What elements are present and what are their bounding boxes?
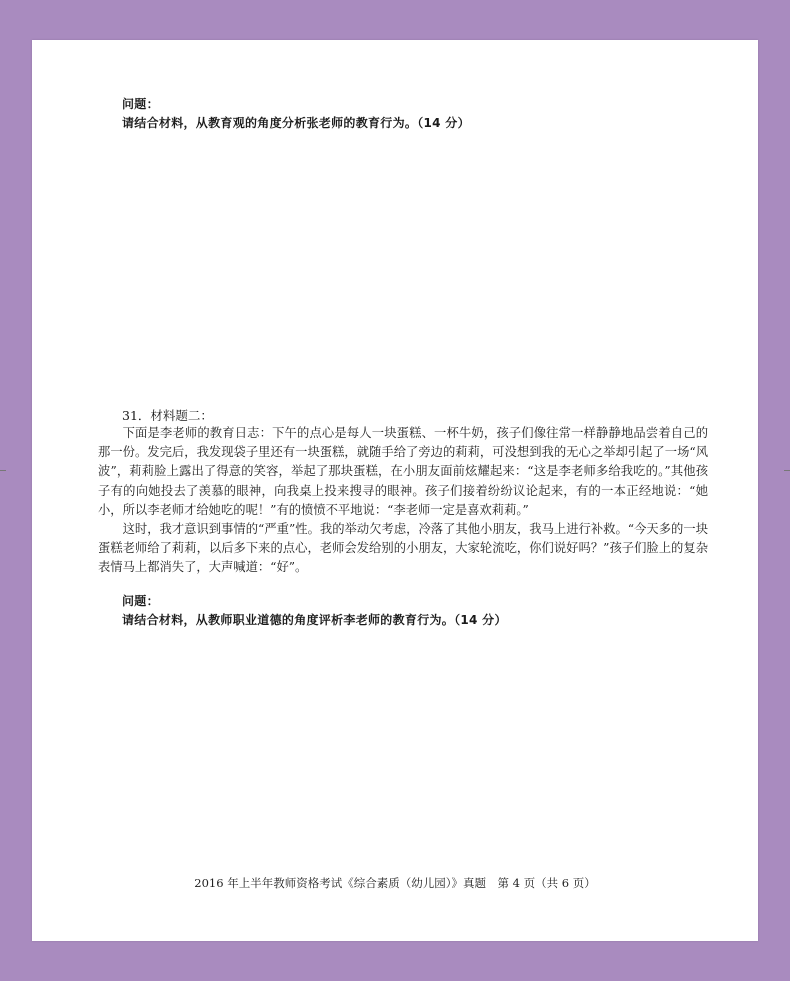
exam-page <box>32 40 758 941</box>
question-31-title: 31．材料题二： <box>122 408 213 423</box>
passage-paragraph-1: 下面是李老师的教育日志：下午的点心是每人一块蛋糕、一杯牛奶，孩子们像往常一样静静地品尝着自己的那一份。发完后，我发现袋子里还有一块蛋糕，就随手给了旁边的莉莉，可没想到我的无心之举却引起了一场“风波”，莉莉脸上露出了得意的笑容，举起了那块蛋糕，在小朋友面前炫耀起来：“这是李老师多给我吃的。”其他孩子有的向她投去了羡慕的眼神，向我桌上投来搜寻的眼神。孩子们接着纷纷议论起来，有的一本正经地说：“她小，所以李老师才给她吃的呢！”有的愤愤不平地说：“李老师一定是喜欢莉莉。” <box>98 426 708 517</box>
passage-paragraph-2: 这时，我才意识到事情的“严重”性。我的举动欠考虑，冷落了其他小朋友，我马上进行补救。“今天多的一块蛋糕老师给了莉莉，以后多下来的点心，老师会发给别的小朋友，大家轮流吃，你们说好吗？”孩子们脸上的复杂表情马上都消失了，大声喊道：“好”。 <box>98 522 708 575</box>
question-prompt: 请结合材料，从教育观的角度分析张老师的教育行为。（14 分） <box>122 116 470 130</box>
right-edge-mark <box>784 470 790 471</box>
left-edge-mark <box>0 470 6 471</box>
question-label: 问题： <box>122 97 159 111</box>
question-31-prompt: 请结合材料，从教师职业道德的角度评析李老师的教育行为。（14 分） <box>122 613 507 627</box>
question-31-label: 问题： <box>122 594 159 608</box>
material-passage <box>98 424 708 578</box>
page-footer: 2016 年上半年教师资格考试《综合素质（幼儿园）》真题 第 4 页（共 6 页） <box>194 876 596 890</box>
